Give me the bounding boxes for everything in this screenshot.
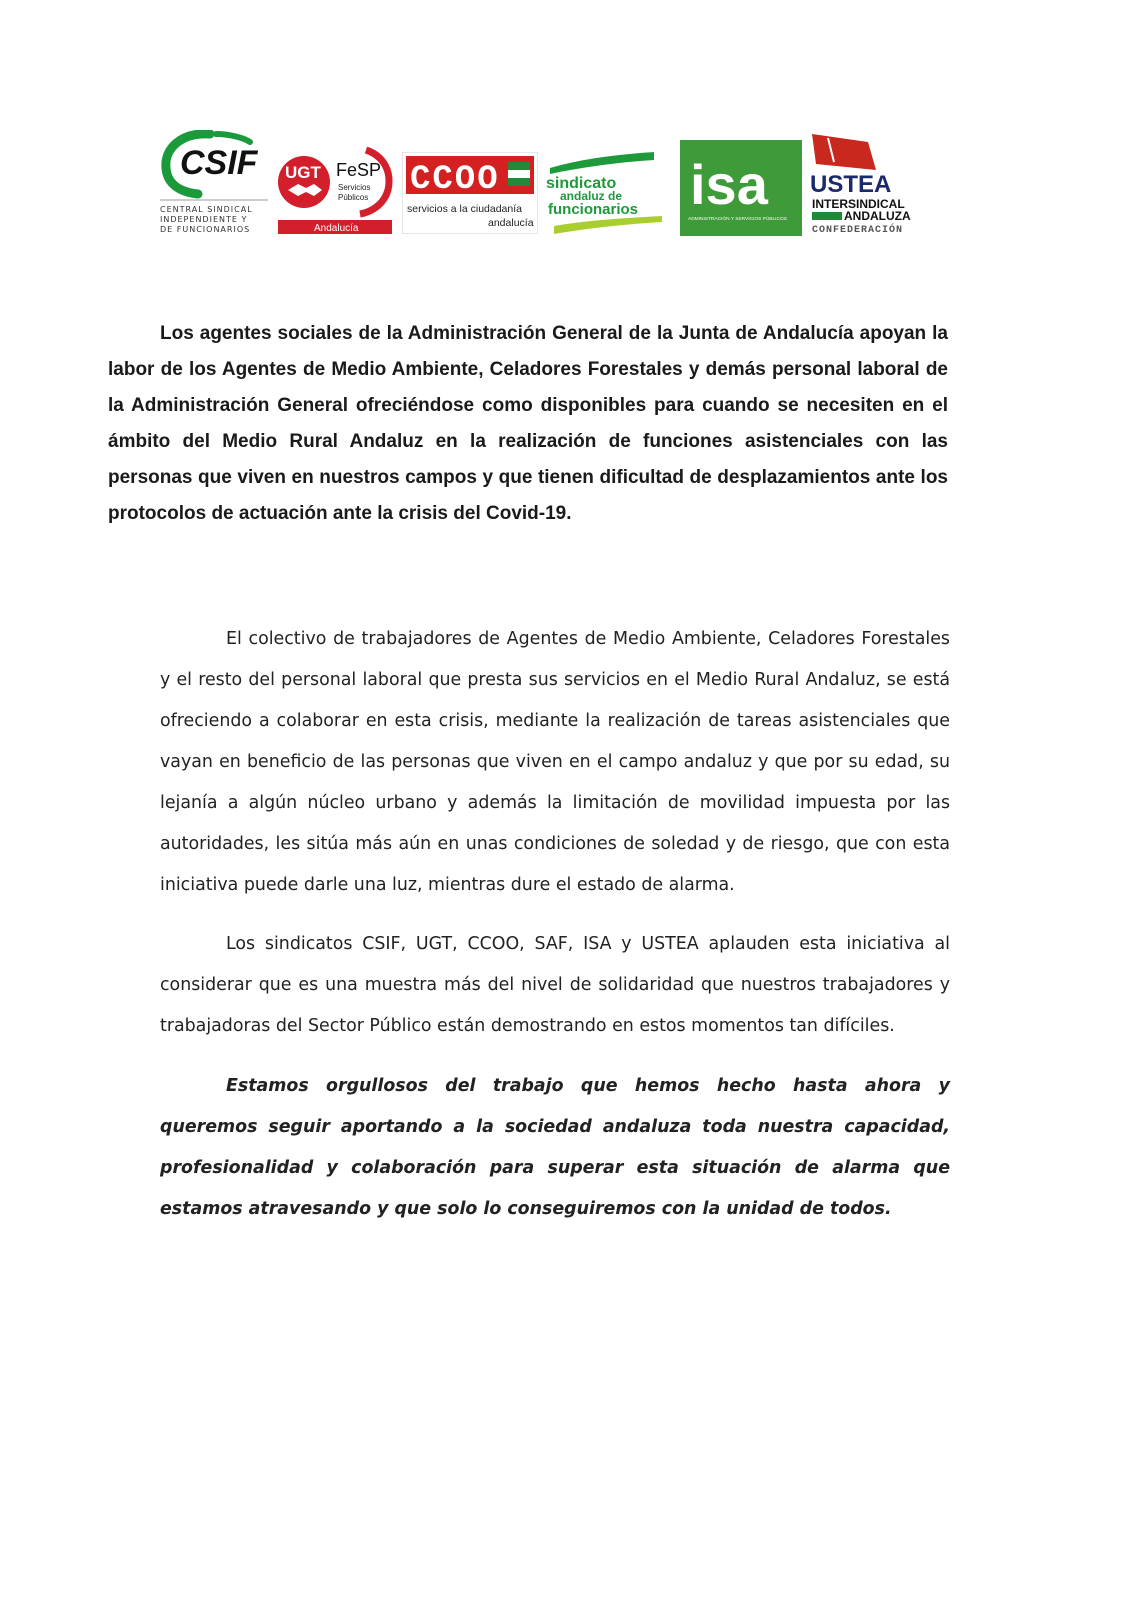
intro-paragraph: Los agentes sociales de la Administración General de la Junta de Andalucía apoyan la labor de los Agentes de Medio Ambiente, Celadores Forestales y demás personal laboral de la Administración General ofreciéndose como disponibles para cuando se necesiten en el ámbito del Medio Rural Andaluz en la realización de funciones asistenciales con las personas que viven en nuestros campos y que tienen dificultad de desplazamientos ante los protocolos de actuación ante la crisis del Covid-19. xyxy=(108,323,948,524)
ustea-line3: CONFEDERACIÓN xyxy=(812,225,904,236)
isa-subtitle: ADMINISTRACIÓN Y SERVICIOS PÚBLICOS xyxy=(688,217,787,222)
ugt-region: Andalucía xyxy=(314,223,359,234)
body-paragraph-2: Los sindicatos CSIF, UGT, CCOO, SAF, ISA y USTEA aplauden esta iniciativa al considerar que es una muestra más del nivel de solidaridad que nuestros trabajadores y trabajadoras del Sector Público están demostrando en estos momentos tan difíciles. xyxy=(160,934,950,1036)
fesp-servicios: Servicios xyxy=(338,183,371,192)
saf-line3: funcionarios xyxy=(548,201,639,218)
csif-line1: CENTRAL SINDICAL xyxy=(160,205,253,214)
isa-logo xyxy=(680,140,802,236)
fesp-wordmark: FeSP xyxy=(336,160,382,180)
ccoo-line2: andalucía xyxy=(488,217,534,229)
ugt-fesp-logo xyxy=(276,146,394,236)
ustea-line1: INTERSINDICAL xyxy=(812,197,905,211)
saf-line2: andaluz de xyxy=(560,189,623,203)
ugt-wordmark: UGT xyxy=(285,163,321,182)
csif-logo xyxy=(158,130,270,236)
ccoo-wordmark: CCOO xyxy=(410,161,500,199)
isa-wordmark: isa xyxy=(690,153,768,216)
body-paragraph-1: El colectivo de trabajadores de Agentes de Medio Ambiente, Celadores Forestales y el resto del personal laboral que presta sus servicios en el Medio Rural Andaluz, se está ofreciendo a colaborar en esta crisis, mediante la realización de tareas asistenciales que vayan en beneficio de las personas que viven en el campo andaluz y que por su edad, su lejanía a algún núcleo urbano y además la limitación de movilidad impuesta por las autoridades, les sitúa más aún en unas condiciones de soledad y de riesgo, que con esta iniciativa puede darle una luz, mientras dure el estado de alarma. xyxy=(160,629,950,895)
union-logos-header xyxy=(158,130,948,242)
ustea-wordmark: USTEA xyxy=(810,171,892,198)
saf-logo xyxy=(544,150,678,240)
fesp-publicos: Públicos xyxy=(338,193,369,202)
csif-wordmark: CSIF xyxy=(180,144,258,182)
flag-icon xyxy=(812,134,876,170)
ccoo-line1: servicios a la ciudadanía xyxy=(407,203,522,215)
ccoo-logo xyxy=(402,152,538,234)
closing-paragraph: Estamos orgullosos del trabajo que hemos hecho hasta ahora y queremos seguir aportando a la sociedad andaluza toda nuestra capacidad, profesionalidad y colaboración para superar esta situación de alarma que estamos atravesando y que solo lo conseguiremos con la unidad de todos. xyxy=(160,1076,950,1219)
andalucia-flag-icon xyxy=(508,162,530,170)
ustea-logo xyxy=(808,132,948,236)
csif-line2: INDEPENDIENTE Y xyxy=(160,215,248,224)
csif-line3: DE FUNCIONARIOS xyxy=(160,225,251,234)
saf-line1: sindicato xyxy=(546,175,617,192)
ustea-line2: ANDALUZA xyxy=(844,209,911,223)
